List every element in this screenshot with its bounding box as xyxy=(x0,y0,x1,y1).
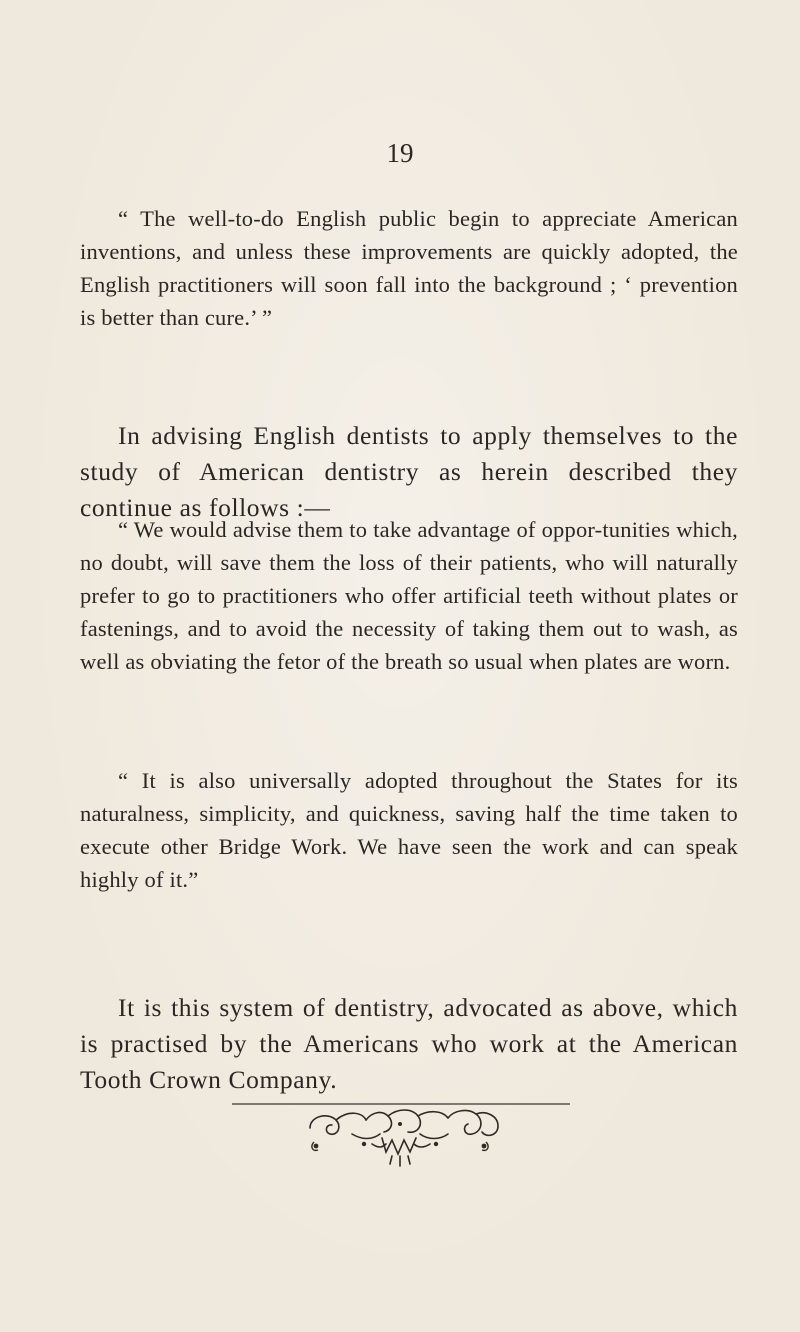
paragraph-system-of-dentistry: It is this system of dentistry, advocated as above, which is practised by the Americans who work at the American Tooth Crown Company. xyxy=(80,993,738,1094)
printers-ornament-tailpiece-icon xyxy=(232,1094,570,1174)
paragraph-quote-english-public: “ The well-to-do English public begin to appreciate American inventions, and unless these improvements are quickly adopted, the English practitioners will soon fall into the background ; ‘ prevention is better than cure.’ ” xyxy=(80,206,738,330)
paragraph-quote-universally-adopted: “ It is also universally adopted throughout the States for its naturalness, simplicity, and quickness, saving half the time taken to execute other Bridge Work. We have seen the work and can speak highly of it.” xyxy=(80,768,738,892)
page-number: 19 xyxy=(386,138,414,168)
paragraph-quote-opportunities: “ We would advise them to take advantage of oppor-tunities which, no doubt, will save them the loss of their patients, who will naturally prefer to go to practitioners who offer artificial teeth without plates or fastenings, and to avoid the necessity of taking them out to wash, as well as obviating the fetor of the breath so usual when plates are worn. xyxy=(80,517,738,674)
paragraph-advising-dentists: In advising English dentists to apply themselves to the study of American dentistry as herein described they continue as follows :— xyxy=(80,421,738,522)
